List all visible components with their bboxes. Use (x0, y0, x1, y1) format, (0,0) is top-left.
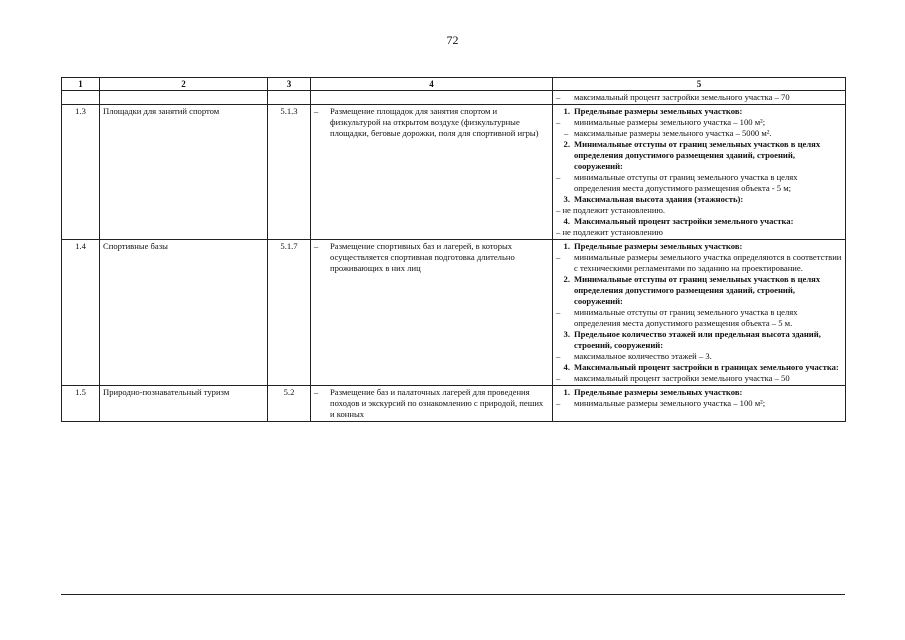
table-header-row (62, 78, 846, 91)
column-header: 2 (100, 78, 268, 91)
parameter-heading-text: Максимальная высота здания (этажность): (574, 194, 744, 204)
parameter-value-text: минимальные размеры земельного участка – 100 м²; (574, 398, 766, 408)
parameter-number: 1. (563, 241, 570, 251)
dash-marker: – (556, 351, 561, 361)
dash-marker: – (556, 252, 561, 262)
parameter-number: 4. (563, 216, 570, 226)
parameter-number: 3. (563, 194, 570, 204)
parameter-value (556, 128, 842, 139)
parameter-heading (556, 329, 842, 351)
parameters-cell (553, 91, 846, 105)
parameter-value (556, 351, 842, 362)
parameter-value-text: максимальный процент застройки земельного участка – 70 (574, 92, 790, 102)
parameter-heading (556, 216, 842, 227)
parameter-heading-text: Предельные размеры земельных участков: (574, 387, 743, 397)
dash-marker: – (314, 106, 319, 116)
parameter-value-text: минимальные размеры земельного участка определяются в соответствии с техническими регламентами по заданию на проектирование. (574, 252, 842, 273)
parameter-heading-text: Предельное количество этажей или предельная высота зданий, строений, сооружений: (574, 329, 821, 350)
parameter-value-text: максимальный процент застройки земельного участка – 50 (574, 373, 790, 383)
parameter-value-text: минимальные отступы от границ земельного участка в целях определения места допустимого размещения объекта - 5 м; (574, 172, 798, 193)
parameter-number: 1. (563, 106, 570, 116)
parameter-heading (556, 106, 842, 117)
use-name-cell: Площадки для занятий спортом (100, 105, 268, 240)
table-row (62, 240, 846, 386)
use-description-cell (311, 91, 553, 105)
column-header: 3 (268, 78, 311, 91)
parameter-heading (556, 387, 842, 398)
parameter-number: 2. (563, 274, 570, 284)
parameters-cell (553, 105, 846, 240)
use-description-cell (311, 240, 553, 386)
parameter-heading-text: Максимальный процент застройки в границах земельного участка: (574, 362, 839, 372)
use-description-cell (311, 386, 553, 422)
column-header: 5 (553, 78, 846, 91)
parameter-value-text: максимальное количество этажей – 3. (574, 351, 712, 361)
parameter-value (556, 92, 842, 103)
table-row (62, 91, 846, 105)
use-code-cell: 5.1.3 (268, 105, 311, 240)
parameter-value-text: минимальные отступы от границ земельного участка в целях определения места допустимого размещения объекта – 5 м. (574, 307, 798, 328)
dash-marker: – (556, 172, 561, 182)
parameter-heading (556, 194, 842, 205)
dash-marker: – (564, 128, 569, 138)
parameter-value (556, 307, 842, 329)
use-name-cell (100, 91, 268, 105)
parameter-number: 1. (563, 387, 570, 397)
parameter-heading (556, 139, 842, 172)
parameter-value (556, 398, 842, 409)
parameter-heading-text: Минимальные отступы от границ земельных участков в целях определения допустимого размещения зданий, строений, сооружений: (574, 139, 821, 171)
table-row (62, 105, 846, 240)
column-header: 1 (62, 78, 100, 91)
use-name-cell: Спортивные базы (100, 240, 268, 386)
parameter-heading-text: Минимальные отступы от границ земельных участков в целях определения допустимого размещения зданий, строений, сооружений: (574, 274, 821, 306)
table-body (62, 91, 846, 422)
parameter-note: – не подлежит установлению (556, 227, 663, 237)
footer-divider (61, 594, 845, 595)
parameter-heading-text: Предельные размеры земельных участков: (574, 106, 743, 116)
dash-marker: – (556, 307, 561, 317)
parameter-heading-text: Максимальный процент застройки земельного участка: (574, 216, 794, 226)
parameter-heading (556, 241, 842, 252)
dash-marker: – (314, 387, 319, 397)
dash-marker: – (556, 398, 561, 408)
row-number-cell: 1.4 (62, 240, 100, 386)
page-number: 72 (446, 33, 459, 47)
parameter-number: 2. (563, 139, 570, 149)
row-number-cell (62, 91, 100, 105)
use-description: Размещение баз и палаточных лагерей для проведения походов и экскурсий по ознакомлению с природой, пеших и конных (330, 387, 544, 419)
parameter-heading-text: Предельные размеры земельных участков: (574, 241, 743, 251)
dash-marker: – (556, 117, 561, 127)
dash-marker: – (556, 92, 561, 102)
parameter-value (556, 172, 842, 194)
parameter-number: 4. (563, 362, 570, 372)
parameters-cell (553, 386, 846, 422)
column-header: 4 (311, 78, 553, 91)
parameter-value-text: максимальные размеры земельного участка – 5000 м². (574, 128, 772, 138)
use-description: Размещение спортивных баз и лагерей, в которых осуществляется спортивная подготовка длительно проживающих в них лиц (330, 241, 515, 273)
parameter-number: 3. (563, 329, 570, 339)
use-description: Размещение площадок для занятия спортом и физкультурой на открытом воздухе (физкультурные площадки, беговые дорожки, поля для спортивной игры) (330, 106, 539, 138)
parameter-note: – не подлежит установлению. (556, 205, 666, 215)
dash-marker: – (314, 241, 319, 251)
parameter-value (556, 117, 842, 128)
use-code-cell: 5.1.7 (268, 240, 311, 386)
regulations-table (61, 77, 846, 422)
parameters-cell (553, 240, 846, 386)
parameter-heading (556, 362, 842, 373)
row-number-cell: 1.3 (62, 105, 100, 240)
parameter-value (556, 252, 842, 274)
table-row (62, 386, 846, 422)
parameter-heading (556, 274, 842, 307)
dash-marker: – (556, 373, 561, 383)
use-name-cell: Природно-познавательный туризм (100, 386, 268, 422)
use-description-cell (311, 105, 553, 240)
use-code-cell: 5.2 (268, 386, 311, 422)
row-number-cell: 1.5 (62, 386, 100, 422)
parameter-value (556, 373, 842, 384)
use-code-cell (268, 91, 311, 105)
parameter-value-text: минимальные размеры земельного участка – 100 м²; (574, 117, 766, 127)
